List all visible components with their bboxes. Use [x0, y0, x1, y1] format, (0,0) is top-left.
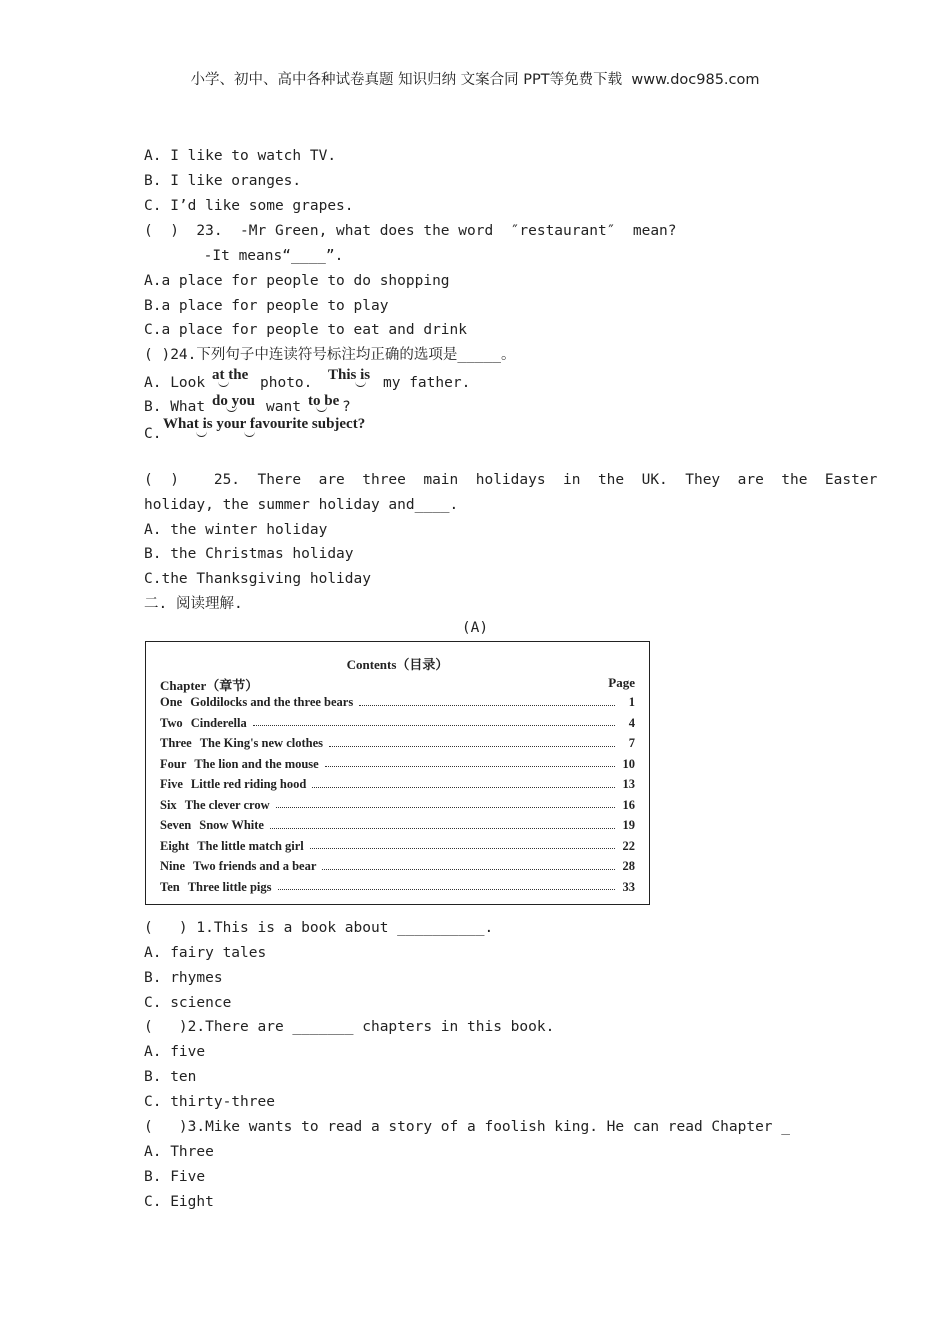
reading-question-2: ( )2.There are _______ chapters in this book.: [144, 1019, 555, 1035]
chapter-number: Ten: [160, 879, 180, 894]
linking-mark-icon: [218, 380, 229, 387]
chapter-title: The King's new clothes: [199, 736, 323, 750]
linking-mark-icon: [196, 430, 207, 437]
question-25-cont: holiday, the summer holiday and____.: [144, 497, 459, 513]
chapter-number: Three: [160, 736, 192, 750]
table-row: [160, 859, 635, 875]
question-24: ( )24.下列句子中连读符号标注均正确的选项是_____。: [144, 347, 516, 363]
reading-question-3: ( )3.Mike wants to read a story of a foolish king. He can read Chapter _: [144, 1119, 791, 1135]
dot-leader: [322, 869, 615, 870]
chapter-page: 22: [622, 838, 635, 853]
chapter-page: 16: [622, 797, 635, 812]
page-header-banner: 小学、初中、高中各种试卷真题 知识归纳 文案合同 PPT等免费下载 www.doc985.com: [190, 72, 760, 88]
dot-leader: [253, 725, 615, 726]
passage-label: (A): [461, 620, 489, 636]
section-heading-reading: 二. 阅读理解.: [144, 596, 243, 612]
linking-mark-icon: [316, 405, 327, 412]
option-line: C.the Thanksgiving holiday: [144, 571, 371, 587]
option-line: B. the Christmas holiday: [144, 546, 354, 562]
chapter-page: 33: [622, 879, 635, 894]
dot-leader: [270, 828, 615, 829]
option-line: B. rhymes: [144, 970, 223, 986]
dot-leader: [310, 848, 615, 849]
linking-phrase-do-you: do you: [212, 393, 255, 409]
option-line: C. thirty-three: [144, 1094, 275, 1110]
table-row: [160, 695, 635, 711]
table-row: [160, 818, 635, 834]
chapter-number: Two: [160, 715, 183, 730]
option-line: A.a place for people to do shopping: [144, 273, 450, 289]
linking-mark-icon: [355, 380, 366, 387]
question-25: ( ) 25. There are three main holidays in the UK. They are the Easter: [144, 472, 878, 488]
contents-title: Contents（目录）: [346, 657, 449, 672]
chapter-number: Five: [160, 777, 183, 791]
option-24a-mid: photo.: [260, 375, 313, 391]
option-line: A. Three: [144, 1144, 214, 1160]
option-line: B. Five: [144, 1169, 206, 1185]
option-24b-mid: want: [266, 399, 301, 415]
chapter-number: Four: [160, 756, 187, 771]
chapter-page: 7: [628, 736, 635, 750]
option-line: C. Eight: [144, 1194, 214, 1210]
option-24a-start: A. Look: [144, 375, 206, 391]
option-line: C.a place for people to eat and drink: [144, 322, 468, 338]
page-column-label: Page: [608, 675, 635, 690]
chapter-title: Little red riding hood: [190, 777, 307, 791]
chapter-page: 4: [628, 715, 635, 730]
chapter-number: One: [160, 695, 183, 709]
table-row: [160, 736, 635, 752]
table-row: [160, 716, 635, 732]
dot-leader: [278, 889, 616, 890]
table-row: [160, 757, 635, 773]
chapter-number: Six: [160, 797, 177, 812]
option-line: C. I’d like some grapes.: [144, 198, 354, 214]
contents-table: [145, 641, 650, 905]
linking-sentence-c: What is your favourite subject?: [163, 416, 366, 432]
dot-leader: [325, 766, 615, 767]
linking-phrase-this-is: This is: [328, 367, 371, 383]
table-row: [160, 839, 635, 855]
chapter-title: Two friends and a bear: [193, 859, 317, 873]
chapter-number: Seven: [160, 818, 192, 832]
question-23-answer-stem: -It means“____”.: [160, 248, 344, 264]
chapter-title: The clever crow: [184, 797, 270, 812]
option-line: B. I like oranges.: [144, 173, 302, 189]
chapter-title: The lion and the mouse: [194, 756, 319, 771]
option-24b-end: ?: [342, 399, 351, 415]
chapter-page: 28: [622, 859, 635, 873]
dot-leader: [329, 746, 615, 747]
linking-mark-icon: [244, 430, 255, 437]
contents-header-row: [160, 675, 635, 694]
reading-question-1: ( ) 1.This is a book about __________.: [144, 920, 494, 936]
table-row: [160, 798, 635, 814]
chapter-page: 10: [622, 756, 635, 771]
linking-phrase-at-the: at the: [212, 367, 249, 383]
option-line: A. five: [144, 1044, 206, 1060]
chapter-page: 1: [628, 695, 635, 709]
option-24c-start: C.: [144, 426, 162, 442]
option-line: B.a place for people to play: [144, 298, 389, 314]
option-line: A. fairy tales: [144, 945, 267, 961]
table-row: [160, 777, 635, 793]
chapter-number: Eight: [160, 838, 190, 853]
chapter-title: The little match girl: [197, 838, 304, 853]
chapter-page: 13: [622, 777, 635, 791]
table-row: [160, 880, 635, 896]
dot-leader: [276, 807, 615, 808]
linking-mark-icon: [226, 405, 237, 412]
option-line: A. I like to watch TV.: [144, 148, 337, 164]
option-line: C. science: [144, 995, 232, 1011]
option-line: B. ten: [144, 1069, 197, 1085]
chapter-number: Nine: [160, 859, 185, 873]
chapter-title: Cinderella: [190, 715, 247, 730]
option-24a-end: my father.: [383, 375, 471, 391]
chapter-column-label: Chapter（章节）: [160, 678, 259, 693]
chapter-title: Snow White: [199, 818, 264, 832]
question-23: ( ) 23. -Mr Green, what does the word ″restaurant″ mean?: [144, 223, 677, 239]
linking-phrase-to-be: to be: [308, 393, 340, 409]
chapter-page: 19: [622, 818, 635, 832]
option-line: A. the winter holiday: [144, 522, 328, 538]
option-24b-start: B. What: [144, 399, 206, 415]
dot-leader: [359, 705, 615, 706]
dot-leader: [312, 787, 615, 788]
chapter-title: Three little pigs: [187, 879, 272, 894]
chapter-title: Goldilocks and the three bears: [190, 695, 354, 709]
